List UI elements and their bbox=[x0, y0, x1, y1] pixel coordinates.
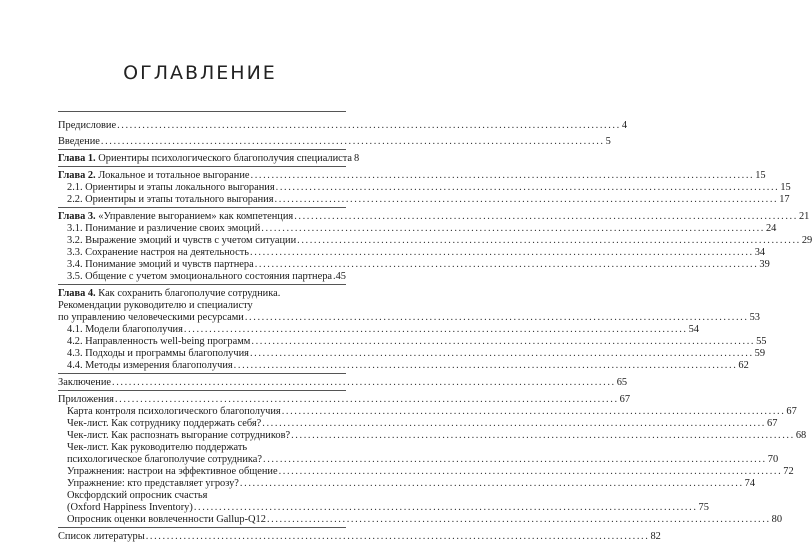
toc-entry-page: 62 bbox=[738, 360, 749, 371]
toc-subentry bbox=[67, 502, 709, 514]
toc-entry-title: 3.3. Сохранение настроя на деятельность bbox=[67, 247, 250, 258]
toc-entry-title: Приложения bbox=[58, 394, 114, 405]
toc-entry-line: Оксфордский опросник счастья bbox=[67, 490, 208, 501]
leader-dots: ........................................................................................................................ bbox=[278, 466, 783, 477]
toc-subentry bbox=[67, 430, 807, 442]
leader-dots: ........................................................................................................................ bbox=[261, 223, 765, 234]
leader-dots: ........................................................................................................................ bbox=[250, 247, 754, 258]
chapter-number: Глава 2. bbox=[58, 170, 96, 181]
toc-entry-page: 53 bbox=[749, 312, 760, 323]
toc-entry-page: 15 bbox=[780, 182, 791, 193]
toc-entry-title: Упражнение: кто представляет угрозу? bbox=[67, 478, 239, 489]
leader-dots: ........................................................................................................................ bbox=[254, 259, 759, 270]
divider bbox=[58, 207, 346, 208]
toc-entry-title: Чек-лист. Как распознать выгорание сотрудников? bbox=[67, 430, 291, 441]
toc-entry-title: 3.1. Понимание и различение своих эмоций bbox=[67, 223, 261, 234]
toc-subentry bbox=[67, 360, 749, 372]
toc-chapter bbox=[58, 153, 360, 165]
toc-entry bbox=[58, 377, 628, 389]
toc-subentry bbox=[67, 259, 770, 271]
toc-entry bbox=[58, 136, 611, 148]
leader-dots: ........................................................................................................................ bbox=[249, 348, 754, 359]
toc-entry-title: Введение bbox=[58, 136, 100, 147]
leader-dots: ........................................................................................................................ bbox=[274, 194, 779, 205]
toc-entry-page: 82 bbox=[650, 531, 661, 542]
leader-dots: ........................................................................................................................ bbox=[100, 136, 605, 147]
toc-entry-page: 67 bbox=[786, 406, 797, 417]
leader-dots: ........................................................................................................................ bbox=[275, 182, 780, 193]
toc-entry-page: 54 bbox=[688, 324, 699, 335]
toc-subentry bbox=[67, 454, 779, 466]
toc-entry bbox=[58, 394, 631, 406]
leader-dots: ........................................................................................................................ bbox=[294, 211, 798, 222]
toc-subentry bbox=[67, 406, 797, 418]
toc-entry-title: Упражнения: настрои на эффективное общение bbox=[67, 466, 278, 477]
leader-dots: ........................................................................................................................ bbox=[251, 336, 756, 347]
toc-entry-title: 3.4. Понимание эмоций и чувств партнера bbox=[67, 259, 254, 270]
toc-entry-page: 34 bbox=[754, 247, 766, 258]
toc-entry-page: 8 bbox=[354, 153, 360, 164]
divider bbox=[58, 527, 346, 528]
leader-dots: ........................................................................................................................ bbox=[291, 430, 795, 441]
toc-entry-title: Как сохранить благополучие сотрудника. bbox=[98, 288, 281, 299]
toc-entry-title: Ориентиры психологического благополучия специалиста bbox=[98, 153, 353, 164]
divider bbox=[58, 390, 346, 391]
leader-dots: ........................................................................................................................ bbox=[145, 531, 650, 542]
toc-entry-title: Список литературы bbox=[58, 531, 145, 542]
page-title: ОГЛАВЛЕНИЕ bbox=[123, 62, 277, 84]
divider bbox=[58, 166, 346, 167]
toc-entry-title: Карта контроля психологического благополучия bbox=[67, 406, 281, 417]
toc-entry-title: Предисловие bbox=[58, 120, 117, 131]
leader-dots: ........................................................................................................................ bbox=[114, 394, 619, 405]
toc-subentry bbox=[67, 418, 778, 430]
toc-subentry bbox=[67, 235, 812, 247]
leader-dots: ........................................................................................................................ bbox=[263, 454, 767, 465]
toc-entry-title: 4.3. Подходы и программы благополучия bbox=[67, 348, 249, 359]
toc-subentry bbox=[67, 271, 346, 283]
toc-entry-title: 4.1. Модели благополучия bbox=[67, 324, 183, 335]
toc-entry-page: 67 bbox=[767, 418, 778, 429]
toc-entry-title: 2.1. Ориентиры и этапы локального выгорания bbox=[67, 182, 275, 193]
toc-entry-title: по управлению человеческими ресурсами bbox=[58, 312, 244, 323]
chapter-number: Глава 1. bbox=[58, 153, 96, 164]
toc-entry-title: «Управление выгоранием» как компетенция bbox=[98, 211, 294, 222]
leader-dots: ........................................................................................................................ bbox=[117, 120, 621, 131]
toc-entry-page: 4 bbox=[621, 120, 628, 131]
toc-entry-page: 24 bbox=[765, 223, 777, 234]
toc-entry-title: Локальное и тотальное выгорание bbox=[98, 170, 250, 181]
toc-entry bbox=[58, 120, 628, 132]
toc-entry-title: 3.5. Общение с учетом эмоционального состояния партнера bbox=[67, 271, 333, 282]
divider bbox=[58, 373, 346, 374]
divider bbox=[58, 149, 346, 150]
toc-entry-line: Чек-лист. Как руководителю поддержать bbox=[67, 442, 248, 453]
leader-dots: ........................................................................................................................ bbox=[233, 360, 738, 371]
toc-entry-title: Чек-лист. Как сотруднику поддержать себя? bbox=[67, 418, 262, 429]
toc-entry-title: Заключение bbox=[58, 377, 111, 388]
chapter-number: Глава 3. bbox=[58, 211, 96, 222]
toc-entry-page: 15 bbox=[755, 170, 766, 181]
toc-chapter bbox=[58, 170, 766, 182]
divider bbox=[58, 284, 346, 285]
toc-subentry bbox=[67, 514, 783, 526]
toc-entry-page: 45 bbox=[335, 271, 346, 282]
toc-entry-page: 17 bbox=[779, 194, 790, 205]
toc-entry-title: Опросник оценки вовлеченности Gallup-Q12 bbox=[67, 514, 266, 525]
toc-subentry bbox=[67, 182, 791, 194]
toc-subentry bbox=[67, 324, 699, 336]
toc-entry-page: 70 bbox=[767, 454, 779, 465]
toc-subentry bbox=[67, 466, 794, 478]
leader-dots: ........................................................................................................................ bbox=[266, 514, 771, 525]
toc-entry-page: 68 bbox=[795, 430, 807, 441]
leader-dots: ........................................................................................................................ bbox=[297, 235, 801, 246]
toc-entry-title: 3.2. Выражение эмоций и чувств с учетом ситуации bbox=[67, 235, 297, 246]
toc-entry-page: 5 bbox=[605, 136, 611, 147]
chapter-number: Глава 4. bbox=[58, 288, 96, 299]
toc-subentry bbox=[67, 194, 790, 206]
leader-dots: ........................................................................................................................ bbox=[244, 312, 749, 323]
toc-entry-title: 4.2. Направленность well-being программ bbox=[67, 336, 251, 347]
toc-chapter-line bbox=[58, 288, 280, 300]
toc-entry-title: (Oxford Happiness Inventory) bbox=[67, 502, 193, 513]
leader-dots: ........................................................................................................................ bbox=[193, 502, 698, 513]
toc-subentry bbox=[67, 336, 767, 348]
toc-entry-page: 39 bbox=[759, 259, 770, 270]
toc-subentry bbox=[67, 348, 766, 360]
leader-dots: ........................................................................................................................ bbox=[239, 478, 744, 489]
toc-entry bbox=[58, 531, 661, 543]
toc-subentry bbox=[67, 223, 777, 235]
toc-entry-page: 21 bbox=[798, 211, 810, 222]
toc-entry-title: 4.4. Методы измерения благополучия bbox=[67, 360, 233, 371]
toc-entry-page: 29 bbox=[801, 235, 812, 246]
leader-dots: ........................................................................................................................ bbox=[183, 324, 688, 335]
toc-subentry bbox=[67, 478, 756, 490]
leader-dots: ........................................................................................................................ bbox=[281, 406, 786, 417]
leader-dots: ........................................................................................................................ bbox=[112, 377, 616, 388]
toc-entry-page: 65 bbox=[616, 377, 628, 388]
divider bbox=[58, 111, 346, 112]
toc-entry-page: 75 bbox=[698, 502, 709, 513]
leader-dots bbox=[333, 271, 335, 283]
toc-entry-title: 2.2. Ориентиры и этапы тотального выгорания bbox=[67, 194, 274, 205]
toc-subentry bbox=[67, 247, 766, 259]
toc-entry bbox=[58, 312, 760, 324]
toc-entry-page: 67 bbox=[619, 394, 631, 405]
toc-entry-page: 80 bbox=[771, 514, 783, 525]
toc-chapter bbox=[58, 211, 810, 223]
toc-entry-line: Рекомендации руководителю и специалисту bbox=[58, 300, 253, 311]
toc-entry-page: 55 bbox=[756, 336, 767, 347]
leader-dots: ........................................................................................................................ bbox=[250, 170, 755, 181]
leader-dots: ........................................................................................................................ bbox=[262, 418, 766, 429]
toc-entry-page: 72 bbox=[783, 466, 794, 477]
toc-entry-page: 74 bbox=[744, 478, 756, 489]
toc-entry-page: 59 bbox=[754, 348, 766, 359]
toc-entry-title: психологическое благополучие сотрудника? bbox=[67, 454, 263, 465]
